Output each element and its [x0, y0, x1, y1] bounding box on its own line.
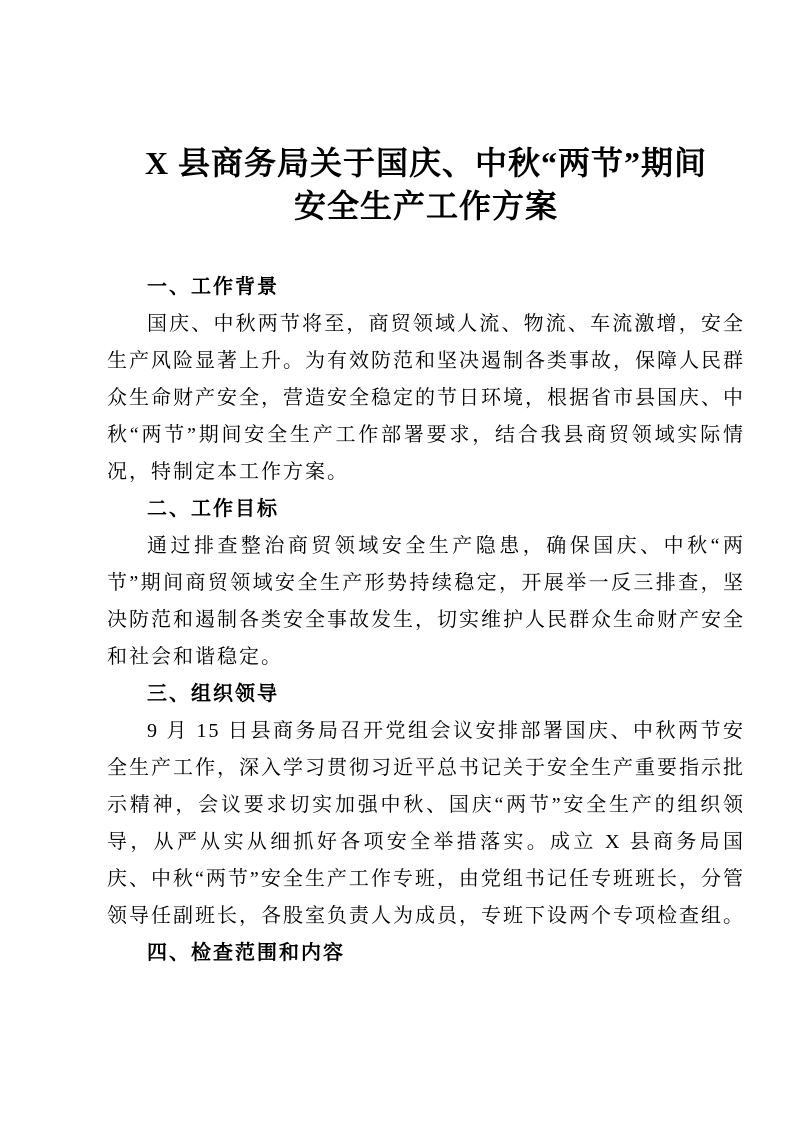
section-paragraph: 通过排查整治商贸领域安全生产隐患，确保国庆、中秋“两节”期间商贸领域安全生产形势持续稳定，开展举一反三排查，坚决防范和遏制各类安全事故发生，切实维护人民群众生命财产安全和社会和谐稳定。 [107, 535, 745, 668]
document-title: X 县商务局关于国庆、中秋“两节”期间安全生产工作方案 [144, 145, 708, 224]
section-inspection-scope [107, 935, 745, 972]
document-content [107, 142, 745, 972]
section-work-background [107, 269, 745, 491]
section-heading-1: 一、工作背景 [147, 276, 279, 298]
section-heading-4: 四、检查范围和内容 [147, 942, 345, 964]
section-paragraph: 9 月 15 日县商务局召开党组会议安排部署国庆、中秋两节安全生产工作，深入学习贯彻习近平总书记关于安全生产重要指示批示精神，会议要求切实加强中秋、国庆“两节”安全生产的组织领导，从严从实从细抓好各项安全举措落实。成立 X 县商务局国庆、中秋“两节”安全生产工作专班，由党组书记任专班班长，分管领导任副班长，各股室负责人为成员，专班下设两个专项检查组。 [107, 720, 745, 927]
section-heading-2: 二、工作目标 [147, 498, 279, 520]
section-heading-3: 三、组织领导 [147, 683, 279, 705]
section-paragraph: 国庆、中秋两节将至，商贸领域人流、物流、车流激增，安全生产风险显著上升。为有效防范和坚决遏制各类事故，保障人民群众生命财产安全，营造安全稳定的节日环境，根据省市县国庆、中秋“两节”期间安全生产工作部署要求，结合我县商贸领域实际情况，特制定本工作方案。 [107, 313, 745, 483]
section-work-goals [107, 491, 745, 676]
section-organization-leadership [107, 676, 745, 935]
